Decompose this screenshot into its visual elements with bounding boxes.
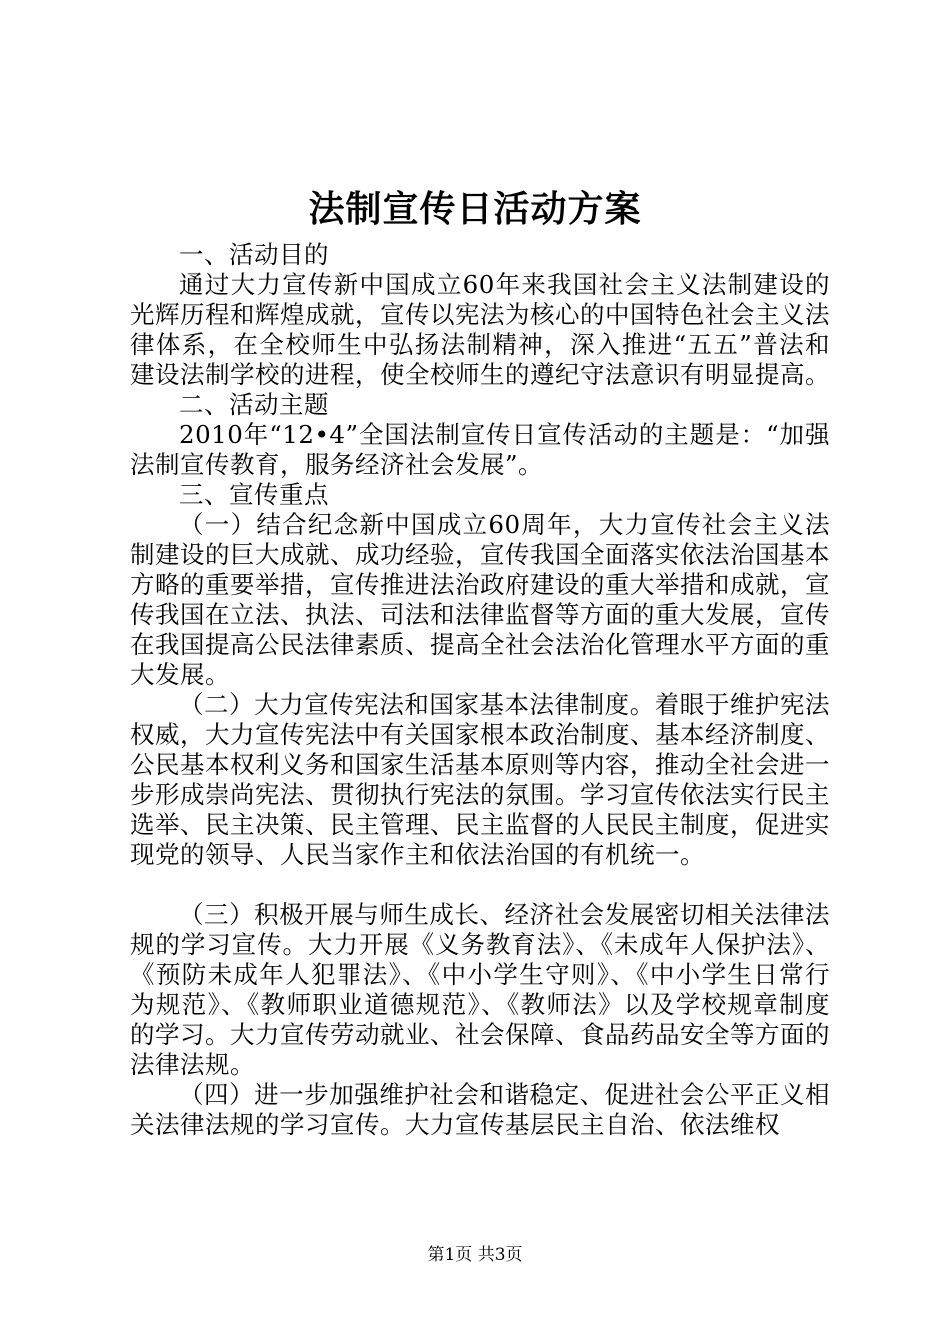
heading-focus: 三、宣传重点 [179,480,329,509]
paragraph-focus-3: （三）积极开展与师生成长、经济社会发展密切相关法律法规的学习宣传。大力开展《义务教育法》、《未成年人保护法》、《预防未成年人犯罪法》、《中小学生守则》、《中小学生日常行为规范》、《教师职业道德规范》、《教师法》以及学校规章制度的学习。大力宣传劳动就业、社会保障、食品药品安全等方面的法律法规。 [130,900,830,1079]
page-number: 第1页 共3页 [427,1245,523,1265]
paragraph-focus-4: （四）进一步加强维护社会和谐稳定、促进社会公平正义相关法律法规的学习宣传。大力宣传基层民主自治、依法维权 [130,1080,830,1139]
paragraph-theme: 2010年“12•4”全国法制宣传日宣传活动的主题是：“加强法制宣传教育，服务经济社会发展”。 [130,420,830,479]
heading-purpose: 一、活动目的 [179,240,329,269]
document-body [130,240,830,1140]
paragraph-focus-1: （一）结合纪念新中国成立60周年，大力宣传社会主义法制建设的巨大成就、成功经验，宣传我国全面落实依法治国基本方略的重要举措，宣传推进法治政府建设的重大举措和成就，宣传我国在立法、执法、司法和法律监督等方面的重大发展，宣传在我国提高公民法律素质、提高全社会法治化管理水平方面的重大发展。 [130,510,830,689]
paragraph-focus-2: （二）大力宣传宪法和国家基本法律制度。着眼于维护宪法权威，大力宣传宪法中有关国家根本政治制度、基本经济制度、公民基本权利义务和国家生活基本原则等内容，推动全社会进一步形成崇尚宪法、贯彻执行宪法的氛围。学习宣传依法实行民主选举、民主决策、民主管理、民主监督的人民民主制度，促进实现党的领导、人民当家作主和依法治国的有机统一。 [130,690,830,869]
document-title: 法制宣传日活动方案 [308,188,642,230]
paragraph-purpose: 通过大力宣传新中国成立60年来我国社会主义法制建设的光辉历程和辉煌成就，宣传以宪法为核心的中国特色社会主义法律体系，在全校师生中弘扬法制精神，深入推进“五五”普法和建设法制学校的进程，使全校师生的遵纪守法意识有明显提高。 [130,270,830,389]
heading-theme: 二、活动主题 [179,390,329,419]
